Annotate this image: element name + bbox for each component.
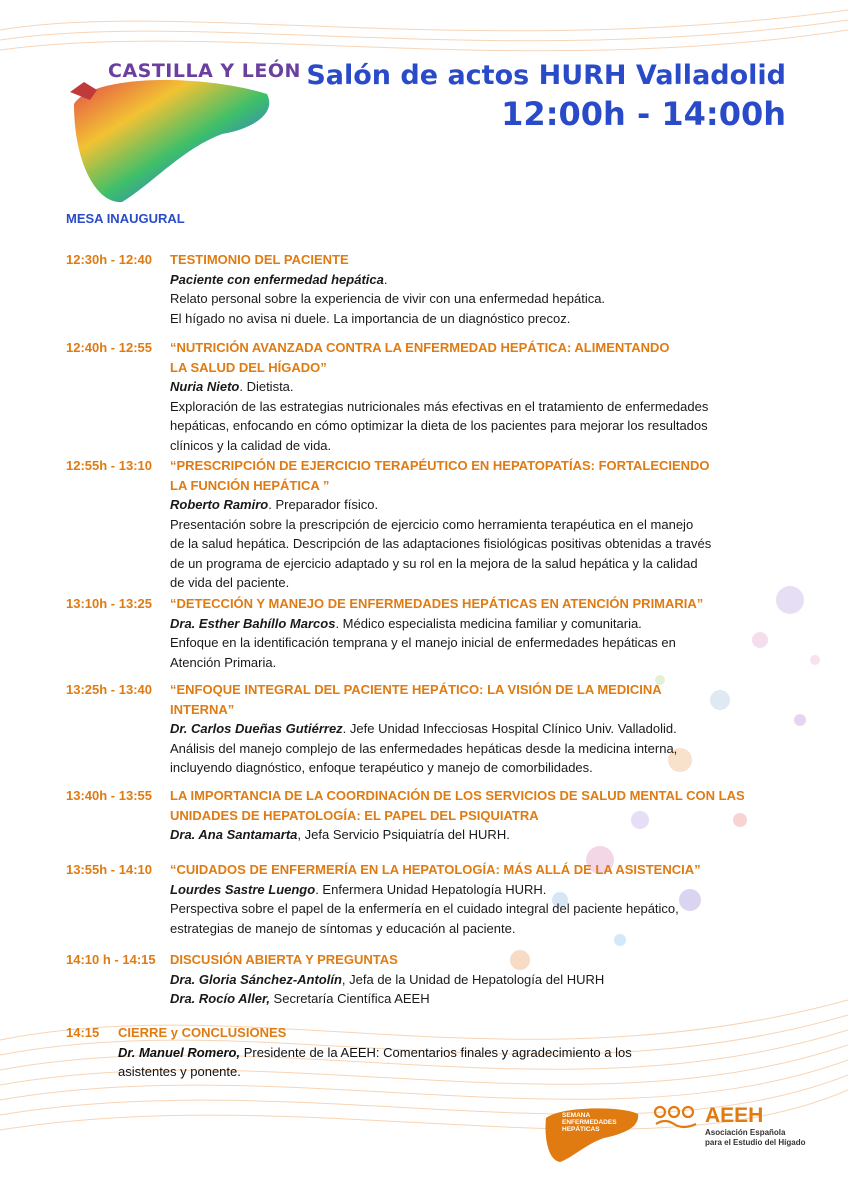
program-item [66,786,745,845]
item-desc-line: incluyendo diagnóstico, enfoque terapéutico y manejo de comorbilidades. [170,760,593,775]
aeeh-sub-line2: para el Estudio del Hígado [705,1138,806,1147]
program-item [66,680,677,778]
item-desc-line: El hígado no avisa ni duele. La importancia de un diagnóstico precoz. [170,310,571,326]
item-desc-line: asistentes y ponente. [118,1064,241,1079]
program-item [66,950,604,1009]
item-speaker: Nuria Nieto [170,379,240,394]
venue-header [306,60,786,133]
item-desc-line: Enfoque en la identificación temprana y el manejo inicial de enfermedades hepáticas en [170,635,676,650]
item-title: “PRESCRIPCIÓN DE EJERCICIO TERAPÉUTICO EN HEPATOPATÍAS: FORTALECIENDO [170,458,710,473]
item-title-cont: UNIDADES DE HEPATOLOGÍA: EL PAPEL DEL PSIQUIATRA [170,807,539,823]
semana-label [562,1112,617,1133]
item-speaker-role: . Dietista. [239,379,294,394]
item-speaker-2-role: Secretaría Científica AEEH [269,991,430,1006]
item-time: 13:10h - 13:25 [66,596,152,611]
item-time: 12:30h - 12:40 [66,252,152,267]
item-speaker-role: . Médico especialista medicina familiar y comunitaria. [335,615,642,631]
item-title-cont: INTERNA” [170,701,235,717]
program-item [66,860,701,938]
program-item [66,456,711,593]
item-title: TESTIMONIO DEL PACIENTE [170,252,349,267]
semana-line3: HEPÁTICAS [562,1126,600,1133]
aeeh-title: AEEH [705,1104,764,1127]
item-title: “ENFOQUE INTEGRAL DEL PACIENTE HEPÁTICO: LA VISIÓN DE LA MEDICINA [170,682,662,697]
item-title: CIERRE y CONCLUSIONES [118,1025,287,1040]
aeeh-subtitle [705,1128,805,1148]
item-time: 13:55h - 14:10 [66,862,152,877]
item-speaker: Lourdes Sastre Luengo [170,881,316,897]
item-time: 13:25h - 13:40 [66,682,152,697]
item-desc-line: de la salud hepática. Descripción de las adaptaciones fisiológicas positivas obtenidas a través [170,536,712,551]
item-desc-line: de un programa de ejercicio adaptado y su rol en la mejora de la salud hepática y la calidad [170,555,698,571]
item-speaker-role: . [383,271,388,287]
item-speaker-role: , Jefa de la Unidad de Hepatología del HURH [341,971,605,987]
item-title: LA IMPORTANCIA DE LA COORDINACIÓN DE LOS SERVICIOS DE SALUD MENTAL CON LAS [170,788,745,803]
program-item [66,250,605,328]
item-desc-line: de vida del paciente. [170,575,290,590]
time-range: 12:00h - 14:00h [501,95,786,133]
item-speaker: Dra. Gloria Sánchez-Antolín [170,971,342,987]
item-desc-line: Exploración de las estrategias nutricionales más efectivas en el tratamiento de enfermedades [170,398,709,414]
item-speaker-role: . Preparador físico. [268,497,379,512]
item-desc-line: Atención Primaria. [170,654,277,670]
item-speaker: Dra. Ana Santamarta [170,827,298,842]
item-title-cont: LA SALUD DEL HÍGADO” [170,359,327,375]
program-item [66,594,703,672]
item-time: 12:55h - 13:10 [66,458,152,473]
item-speaker: Dr. Manuel Romero, [118,1044,241,1060]
region-title: CASTILLA Y LEÓN [108,60,301,82]
item-speaker: Roberto Ramiro [170,497,269,512]
item-time: 14:10 h - 14:15 [66,952,156,967]
item-title: “CUIDADOS DE ENFERMERÍA EN LA HEPATOLOGÍA: MÁS ALLÁ DE LA ASISTENCIA” [170,862,701,877]
item-title: “NUTRICIÓN AVANZADA CONTRA LA ENFERMEDAD HEPÁTICA: ALIMENTANDO [170,340,670,355]
item-speaker: Paciente con enfermedad hepática [170,271,384,287]
item-speaker-2: Dra. Rocío Aller, [170,991,270,1006]
item-desc-line: Relato personal sobre la experiencia de vivir con una enfermedad hepática. [170,291,606,306]
semana-line1: SEMANA [562,1112,591,1119]
aeeh-logo-icon [652,1104,702,1130]
item-desc-line: hepáticas, enfocando en cómo optimizar la dieta de los pacientes para mejorar los resultados [170,418,708,433]
item-title-cont: LA FUNCIÓN HEPÁTICA ” [170,477,330,493]
item-speaker-role: . Jefe Unidad Infecciosas Hospital Clínico Univ. Valladolid. [342,721,677,736]
program-item [66,1023,632,1082]
item-desc-line: Presentación sobre la prescripción de ejercicio como herramienta terapéutica en el manejo [170,516,694,532]
section-title: MESA INAUGURAL [66,211,185,226]
program-item [66,338,708,455]
item-speaker-role: Presidente de la AEEH: Comentarios finales y agradecimiento a los [240,1044,632,1060]
item-speaker: Dr. Carlos Dueñas Gutiérrez [170,721,343,736]
item-title: “DETECCIÓN Y MANEJO DE ENFERMEDADES HEPÁTICAS EN ATENCIÓN PRIMARIA” [170,596,704,611]
item-time: 14:15 [66,1025,100,1040]
venue-name: Salón de actos HURH Valladolid [306,60,786,91]
item-speaker-role: , Jefa Servicio Psiquiatría del HURH. [297,827,510,842]
item-desc-line: Análisis del manejo complejo de las enfermedades hepáticas desde la medicina interna, [170,740,678,756]
aeeh-sub-line1: Asociación Española [705,1128,786,1137]
semana-line2: ENFERMEDADES [562,1119,617,1126]
item-speaker: Dra. Esther Bahíllo Marcos [170,615,336,631]
item-desc-line: estrategias de manejo de síntomas y educación al paciente. [170,920,516,936]
item-desc-line: clínicos y la calidad de vida. [170,437,332,453]
item-time: 13:40h - 13:55 [66,788,152,803]
item-title: DISCUSIÓN ABIERTA Y PREGUNTAS [170,952,398,967]
item-speaker-role: . Enfermera Unidad Hepatología HURH. [315,881,547,897]
item-time: 12:40h - 12:55 [66,340,152,355]
item-desc-line: Perspectiva sobre el papel de la enfermería en el cuidado integral del paciente hepático, [170,901,679,916]
